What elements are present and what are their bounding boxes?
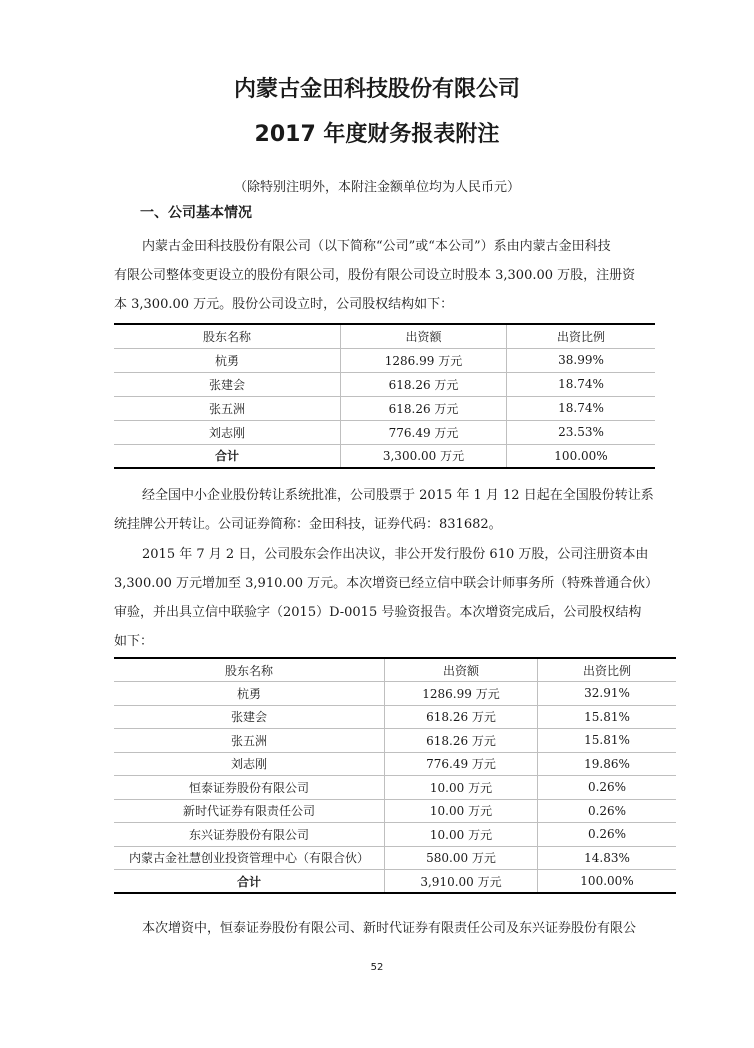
shareholder-name: 恒泰证券股份有限公司 <box>114 776 385 800</box>
shareholder-name: 张建会 <box>114 372 341 396</box>
capital-ratio: 15.81% <box>538 705 677 729</box>
table-row <box>114 752 676 776</box>
table-row <box>114 348 655 372</box>
company-title: 内蒙古金田科技股份有限公司 <box>233 77 520 102</box>
table-row <box>114 420 655 444</box>
paragraph-line: 本次增资中，恒泰证券股份有限公司、新时代证券有限责任公司及东兴证券股份有限公 <box>142 921 637 936</box>
table-total-row <box>114 870 676 894</box>
capital-amount: 10.00 万元 <box>385 799 538 823</box>
unit-note: （除特别注明外，本附注金额单位均为人民币元） <box>233 180 520 195</box>
page-number: 52 <box>370 962 384 973</box>
capital-ratio: 18.74% <box>507 372 656 396</box>
total-amount: 3,300.00 万元 <box>341 444 507 468</box>
shareholder-name: 杭勇 <box>114 348 341 372</box>
capital-amount: 1286.99 万元 <box>341 348 507 372</box>
capital-ratio: 0.26% <box>538 776 677 800</box>
shareholder-name: 张五洲 <box>114 396 341 420</box>
capital-ratio: 0.26% <box>538 799 677 823</box>
paragraph-capital-increase <box>114 540 659 656</box>
table-row <box>114 705 676 729</box>
paragraph-line: 内蒙古金田科技股份有限公司（以下简称“公司”或“本公司”）系由内蒙古金田科技 <box>142 239 611 254</box>
capital-amount: 580.00 万元 <box>385 846 538 870</box>
paragraph-line: 如下： <box>114 634 154 649</box>
capital-amount: 1286.99 万元 <box>385 682 538 706</box>
capital-ratio: 19.86% <box>538 752 677 776</box>
capital-ratio: 32.91% <box>538 682 677 706</box>
column-header: 出资额 <box>341 324 507 348</box>
capital-ratio: 14.83% <box>538 846 677 870</box>
shareholder-name: 张五洲 <box>114 729 385 753</box>
capital-amount: 618.26 万元 <box>341 372 507 396</box>
shareholder-name: 刘志刚 <box>114 752 385 776</box>
report-title: 2017 年度财务报表附注 <box>254 122 500 147</box>
capital-amount: 776.49 万元 <box>385 752 538 776</box>
shareholder-name: 刘志刚 <box>114 420 341 444</box>
capital-ratio: 23.53% <box>507 420 656 444</box>
paragraph-line: 审验，并出具立信中联验字（2015）D-0015 号验资报告。本次增资完成后，公司股权结构 <box>114 605 642 620</box>
paragraph-line: 本 3,300.00 万元。股份公司设立时，公司股权结构如下： <box>114 297 454 312</box>
shareholder-name: 东兴证券股份有限公司 <box>114 823 385 847</box>
table-row <box>114 823 676 847</box>
table-row <box>114 396 655 420</box>
capital-amount: 618.26 万元 <box>385 705 538 729</box>
table-row <box>114 799 676 823</box>
table-total-row <box>114 444 655 468</box>
shareholder-name: 张建会 <box>114 705 385 729</box>
table-row <box>114 776 676 800</box>
table-row <box>114 846 676 870</box>
capital-ratio: 0.26% <box>538 823 677 847</box>
shareholder-name: 新时代证券有限责任公司 <box>114 799 385 823</box>
column-header: 出资比例 <box>507 324 656 348</box>
paragraph-establishment <box>114 232 654 319</box>
column-header: 出资比例 <box>538 658 677 682</box>
total-ratio: 100.00% <box>538 870 677 894</box>
capital-amount: 776.49 万元 <box>341 420 507 444</box>
shareholder-table-initial <box>114 323 655 469</box>
column-header: 出资额 <box>385 658 538 682</box>
total-ratio: 100.00% <box>507 444 656 468</box>
shareholder-name: 内蒙古金社慧创业投资管理中心（有限合伙） <box>114 846 385 870</box>
table-row <box>114 729 676 753</box>
capital-ratio: 38.99% <box>507 348 656 372</box>
capital-ratio: 15.81% <box>538 729 677 753</box>
column-header: 股东名称 <box>114 324 341 348</box>
total-amount: 3,910.00 万元 <box>385 870 538 894</box>
paragraph-listing <box>114 481 654 539</box>
paragraph-continuation <box>114 914 654 943</box>
paragraph-line: 统挂牌公开转让。公司证券简称：金田科技，证券代码：831682。 <box>114 517 502 532</box>
table-row <box>114 682 676 706</box>
capital-amount: 618.26 万元 <box>341 396 507 420</box>
paragraph-line: 3,300.00 万元增加至 3,910.00 万元。本次增资已经立信中联会计师事务所（特殊普通合伙） <box>114 576 659 591</box>
section-heading: 一、公司基本情况 <box>140 205 252 221</box>
total-label: 合计 <box>114 870 385 894</box>
paragraph-line: 有限公司整体变更设立的股份有限公司，股份有限公司设立时股本 3,300.00 万股，注册资 <box>114 268 636 283</box>
table-header-row <box>114 324 655 348</box>
shareholder-name: 杭勇 <box>114 682 385 706</box>
capital-amount: 10.00 万元 <box>385 776 538 800</box>
paragraph-line: 经全国中小企业股份转让系统批准，公司股票于 2015 年 1 月 12 日起在全国股份转让系 <box>142 488 654 503</box>
capital-amount: 618.26 万元 <box>385 729 538 753</box>
capital-ratio: 18.74% <box>507 396 656 420</box>
table-row <box>114 372 655 396</box>
capital-amount: 10.00 万元 <box>385 823 538 847</box>
total-label: 合计 <box>114 444 341 468</box>
column-header: 股东名称 <box>114 658 385 682</box>
table-header-row <box>114 658 676 682</box>
shareholder-table-after-increase <box>114 657 676 894</box>
paragraph-line: 2015 年 7 月 2 日，公司股东会作出决议，非公开发行股份 610 万股，公司注册资本由 <box>142 547 649 562</box>
